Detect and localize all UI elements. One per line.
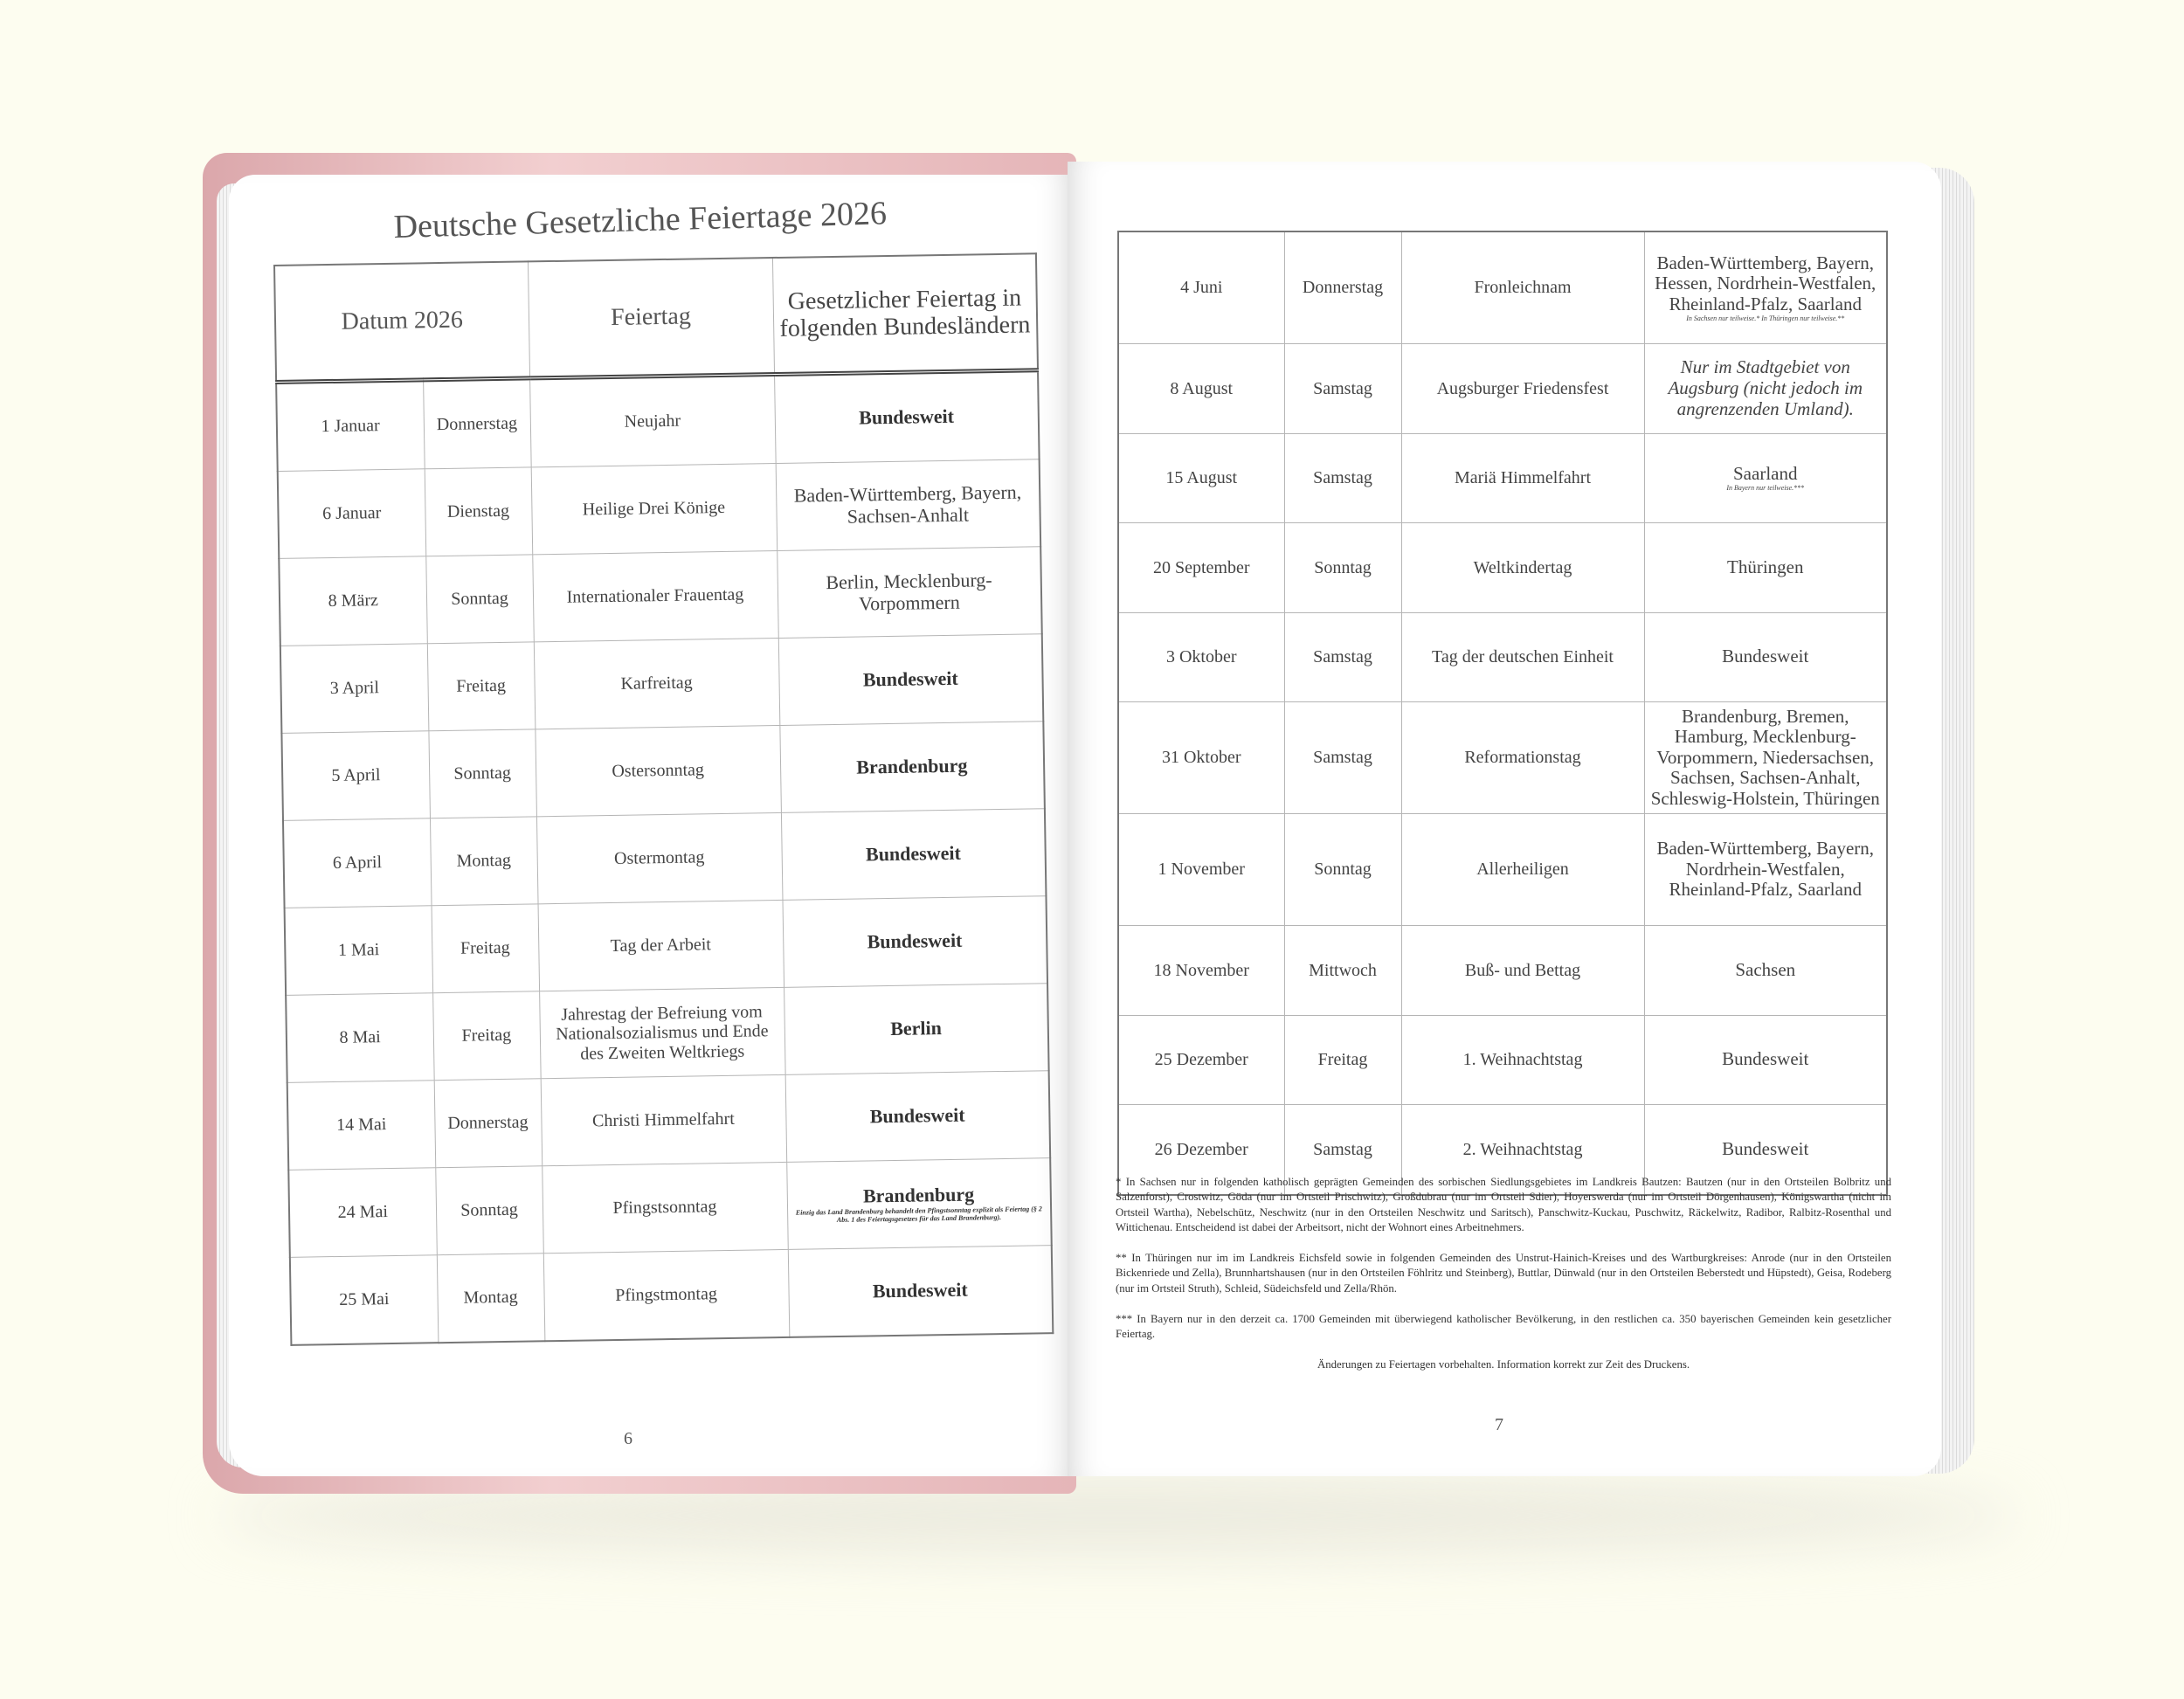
weekday-cell (425, 467, 533, 556)
footnote-2: ** In Thüringen nur im im Landkreis Eichsfeld sowie in folgenden Gemeinden des Unstrut-Hainich-Kreises und des Wartburgkreises: Anrode (nur in den Ortsteilen Bickenriede und Zella), Brunnhartshausen (nur in den Ortsteilen Föhlritz und Steinberg), Buttlar, Dünwald (nur in den Ortsteilen Beberstedt und Hüpstedt), Geisa, Rodeberg (nur im Ortsteil Struth), Schleid, Südeichsfeld und Zella/Rhön. (1116, 1252, 1891, 1295)
table-row (1118, 612, 1887, 702)
header-date: Datum 2026 (274, 261, 529, 382)
weekday-cell (1284, 926, 1401, 1016)
page-number-right: 7 (1495, 1415, 1503, 1434)
table-row (281, 722, 1044, 821)
weekday-cell-text: Freitag (456, 676, 507, 697)
date-cell-text: 8 August (1170, 378, 1234, 398)
states-cell-text: Brandenburg (862, 1183, 975, 1207)
date-cell-text: 4 Juni (1180, 278, 1223, 298)
date-cell-text: 1 November (1158, 860, 1245, 880)
holiday-cell-text: Weltkindertag (1473, 557, 1572, 577)
weekday-cell-text: Donnerstag (447, 1112, 529, 1134)
states-cell (774, 370, 1040, 464)
holiday-cell (536, 812, 783, 903)
states-cell-text: Bundesweit (867, 929, 963, 953)
date-cell (1118, 344, 1284, 434)
weekday-cell-text: Donnerstag (436, 413, 518, 435)
disclaimer: Änderungen zu Feiertagen vorbehalten. Information korrekt zur Zeit des Druckens. (1317, 1358, 1690, 1371)
date-cell (1118, 231, 1284, 344)
states-cell-text: Bundesweit (1722, 1048, 1809, 1070)
states-cell (781, 809, 1047, 901)
states-cell (1644, 814, 1887, 926)
weekday-cell-text: Samstag (1313, 748, 1372, 768)
table-row (1118, 702, 1887, 814)
table-row (1118, 1015, 1887, 1105)
date-cell-text: 20 September (1152, 557, 1250, 577)
footnote-3: *** In Bayern nur in den derzeit ca. 1700 Gemeinden mit überwiegend katholischer Bevölkerung, in den restlichen ca. 350 bayerischen Gemeinden kein gesetzlicher Feiertag. (1116, 1312, 1891, 1341)
date-cell-text: 3 Oktober (1165, 647, 1237, 667)
date-cell (288, 1168, 437, 1258)
date-cell-text: 8 Mai (339, 1027, 381, 1048)
weekday-cell (1284, 344, 1401, 434)
weekday-cell (1284, 1015, 1401, 1105)
date-cell (1118, 926, 1284, 1016)
weekday-cell (1284, 433, 1401, 523)
weekday-cell-text: Freitag (460, 938, 510, 959)
holiday-cell (1401, 612, 1644, 702)
holiday-cell (538, 900, 784, 991)
states-cell (779, 722, 1045, 813)
holiday-cell-text: Reformationstag (1464, 748, 1581, 768)
footnote-1: * In Sachsen nur in folgenden katholisch geprägten Gemeinden des sorbischen Siedlungsgebietes im Landkreis Bautzen: Bautzen (nur in den Ortsteilen Bolbritz und Salzenforst), Crostwitz, Göda (nur im Ortsteil Prischwitz), Großdubrau (nur im Ortsteil Sdier), Hoyerswerda (nur im Ortsteil Dörgenhausen), Königswartha (nicht im Ortsteil Wartha), Nebelschütz, Neschwitz (nur in den Ortsteilen Neschwitz und Saritsch), Panschwitz-Kuckau, Puschwitz, Räckelwitz, Radibor, Ralbitz-Rosenthal und Wittichenau. Entscheidend ist dabei der Arbeitsort, nicht der Wohnort eines Arbeitnehmers. (1116, 1176, 1891, 1233)
states-note: Einzig das Land Brandenburg behandelt den Pfingstsonntag explizit als Feiertag (§ 2 Abs. 1 des Feiertagsgesetzes für das Land Brandenburg). (795, 1204, 1042, 1224)
date-cell-text: 6 April (332, 853, 383, 874)
header-states: Gesetzlicher Feiertag in folgenden Bundesländern (772, 253, 1038, 374)
weekday-cell (435, 1166, 543, 1255)
holiday-cell-text: Tag der deutschen Einheit (1432, 647, 1614, 667)
weekday-cell (427, 642, 536, 731)
states-cell-text: Sachsen (1735, 958, 1796, 980)
table-row (1118, 926, 1887, 1016)
states-cell-text: Thüringen (1727, 556, 1804, 577)
date-cell (1118, 433, 1284, 523)
date-cell (286, 993, 434, 1083)
table-row (285, 896, 1047, 996)
states-cell-text: Bundesweit (872, 1278, 968, 1302)
date-cell-text: 31 Oktober (1161, 748, 1241, 768)
holiday-cell (1401, 1015, 1644, 1105)
states-cell (1644, 1015, 1887, 1105)
holiday-cell (542, 1162, 788, 1253)
weekday-cell (1284, 612, 1401, 702)
date-cell (281, 731, 430, 821)
date-cell (283, 818, 432, 908)
holiday-cell-text: Fronleichnam (1474, 278, 1572, 298)
states-cell-text: Bundesweit (869, 1103, 965, 1128)
holiday-cell-text: Tag der Arbeit (610, 935, 712, 957)
date-cell-text: 14 Mai (335, 1115, 387, 1136)
date-cell (276, 380, 425, 472)
holiday-cell-text: Christi Himmelfahrt (591, 1109, 735, 1131)
date-cell (290, 1255, 439, 1345)
weekday-cell-text: Freitag (461, 1026, 512, 1046)
date-cell-text: 26 Dezember (1154, 1139, 1248, 1159)
holiday-cell-text: 1. Weihnachtstag (1462, 1050, 1583, 1070)
holiday-cell (1401, 814, 1644, 926)
date-cell-text: 3 April (329, 678, 380, 699)
date-cell-text: 15 August (1165, 468, 1238, 488)
states-cell-text: Bundesweit (865, 841, 962, 866)
table-row (290, 1246, 1053, 1345)
holiday-cell (541, 1074, 787, 1165)
states-cell-text: Nur im Stadtgebiet von Augsburg (nicht jedoch im angrenzenden Umland). (1668, 356, 1863, 419)
states-cell-text: Baden-Württemberg, Bayern, Sachsen-Anhalt (793, 480, 1022, 528)
states-cell (1644, 523, 1887, 613)
weekday-cell-text: Samstag (1313, 378, 1372, 398)
holiday-cell (531, 464, 778, 555)
date-cell (1118, 814, 1284, 926)
states-cell-text: Berlin, Mecklenburg-Vorpommern (826, 568, 992, 615)
date-cell (280, 644, 429, 734)
weekday-cell (432, 904, 540, 993)
table-row (280, 634, 1043, 734)
weekday-cell (430, 817, 538, 906)
states-cell-text: Brandenburg (856, 754, 968, 778)
holiday-cell (543, 1249, 790, 1341)
table-row (286, 984, 1048, 1083)
date-cell (279, 556, 427, 646)
weekday-cell (1284, 523, 1401, 613)
holiday-cell-text: Pfingstsonntag (612, 1197, 717, 1219)
holiday-cell (1401, 231, 1644, 344)
table-row (1118, 231, 1887, 344)
weekday-cell (1284, 814, 1401, 926)
date-cell-text: 18 November (1153, 960, 1249, 980)
date-cell-text: 24 Mai (337, 1202, 389, 1223)
states-cell (785, 1071, 1051, 1163)
states-cell-text: Bundesweit (1722, 646, 1809, 667)
holiday-cell-text: Augsburger Friedensfest (1436, 378, 1609, 398)
states-cell-text: Bundesweit (862, 666, 958, 691)
states-cell (776, 459, 1041, 551)
weekday-cell (428, 729, 536, 818)
table-row (287, 1071, 1050, 1171)
holiday-cell-text: Ostermontag (613, 847, 705, 869)
page-title: Deutsche Gesetzliche Feiertage 2026 (393, 195, 888, 245)
holiday-cell-text: Karfreitag (620, 673, 693, 694)
holiday-cell-text: Allerheiligen (1476, 860, 1569, 880)
date-cell-text: 5 April (331, 765, 381, 786)
table-row (276, 370, 1039, 472)
date-cell (278, 469, 426, 559)
holiday-cell (529, 375, 776, 467)
weekday-cell-text: Montag (463, 1288, 518, 1309)
holiday-cell-text: Neujahr (624, 411, 681, 432)
table-row (288, 1158, 1051, 1258)
holiday-cell-text: Buß- und Bettag (1464, 960, 1581, 980)
weekday-cell (1284, 231, 1401, 344)
holiday-cell (1401, 702, 1644, 814)
states-cell-text: Bundesweit (858, 404, 955, 429)
table-row (278, 459, 1040, 559)
footnotes (1116, 1175, 1891, 1389)
states-cell-text: Berlin (890, 1017, 943, 1040)
holiday-cell-text: Pfingstmontag (615, 1284, 718, 1306)
holiday-cell-text: Heilige Drei Könige (582, 498, 726, 520)
date-cell (285, 906, 433, 996)
date-cell (287, 1081, 436, 1171)
states-cell (1644, 344, 1887, 434)
weekday-cell (423, 378, 531, 469)
date-cell-text: 25 Dezember (1154, 1050, 1248, 1070)
table-row (1118, 344, 1887, 434)
states-cell-text: Baden-Württemberg, Bayern, Nordrhein-Westfalen, Rheinland-Pfalz, Saarland (1656, 838, 1875, 901)
weekday-cell (437, 1254, 545, 1343)
weekday-cell-text: Sonntag (1314, 557, 1372, 577)
states-cell (788, 1246, 1054, 1337)
weekday-cell-text: Mittwoch (1309, 960, 1377, 980)
table-row (279, 547, 1041, 646)
states-cell (1644, 231, 1887, 344)
weekday-cell (432, 991, 541, 1081)
holiday-table-right (1117, 231, 1888, 1196)
table-row (1118, 433, 1887, 523)
holiday-cell-text: Mariä Himmelfahrt (1454, 468, 1592, 488)
table-row (1118, 814, 1887, 926)
weekday-cell (1284, 702, 1401, 814)
holiday-cell (534, 638, 780, 729)
holiday-cell-text: 2. Weihnachtstag (1462, 1139, 1583, 1159)
holiday-cell (1401, 433, 1644, 523)
states-note: In Bayern nur teilweise.*** (1726, 484, 1805, 493)
states-cell (786, 1158, 1052, 1250)
states-cell-text: Bundesweit (1722, 1137, 1809, 1159)
states-cell-text: Saarland (1733, 462, 1798, 484)
holiday-table-left (273, 252, 1054, 1346)
holiday-cell (1401, 926, 1644, 1016)
weekday-cell-text: Samstag (1313, 647, 1372, 667)
date-cell-text: 1 Mai (337, 940, 380, 961)
weekday-cell-text: Samstag (1313, 468, 1372, 488)
states-cell (782, 896, 1047, 988)
states-cell (778, 634, 1044, 726)
holiday-cell-text: Jahrestag der Befreiung vom Nationalsozialismus und Ende des Zweiten Weltkriegs (556, 1002, 769, 1064)
states-cell (1644, 612, 1887, 702)
weekday-cell-text: Sonntag (1314, 860, 1372, 880)
holiday-cell (1401, 344, 1644, 434)
date-cell-text: 6 Januar (321, 503, 382, 524)
weekday-cell-text: Donnerstag (1302, 278, 1384, 298)
weekday-cell-text: Sonntag (460, 1200, 518, 1221)
holiday-cell (535, 725, 781, 816)
header-holiday: Feiertag (528, 258, 774, 378)
table-row (1118, 523, 1887, 613)
table-row (283, 809, 1046, 908)
holiday-cell (539, 987, 785, 1078)
weekday-cell-text: Montag (456, 851, 512, 872)
states-cell-text: Baden-Württemberg, Bayern, Hessen, Nordrhein-Westfalen, Rheinland-Pfalz, Saarland (1655, 252, 1876, 314)
date-cell (1118, 1015, 1284, 1105)
holiday-cell-text: Internationaler Frauentag (566, 584, 744, 608)
date-cell (1118, 612, 1284, 702)
weekday-cell-text: Samstag (1313, 1139, 1372, 1159)
holiday-cell (1401, 523, 1644, 613)
weekday-cell-text: Freitag (1317, 1050, 1368, 1070)
holiday-cell-text: Ostersonntag (612, 760, 705, 782)
holiday-cell (532, 550, 778, 641)
date-cell-text: 1 Januar (321, 416, 380, 437)
date-cell-text: 25 Mai (339, 1289, 390, 1310)
states-cell (1644, 433, 1887, 523)
weekday-cell-text: Sonntag (453, 763, 512, 784)
date-cell (1118, 523, 1284, 613)
date-cell (1118, 702, 1284, 814)
weekday-cell-text: Dienstag (446, 501, 510, 522)
states-cell (777, 547, 1042, 639)
weekday-cell (434, 1079, 543, 1168)
date-cell-text: 8 März (328, 591, 379, 611)
weekday-cell (425, 555, 534, 644)
states-cell-text: Brandenburg, Bremen, Hamburg, Mecklenburg-Vorpommern, Niedersachsen, Sachsen, Sachsen-Anhalt, Schleswig-Holstein, Thüringen (1650, 705, 1880, 809)
states-note: In Sachsen nur teilweise.* In Thüringen nur teilweise.** (1686, 314, 1845, 323)
page-number-left: 6 (624, 1429, 632, 1448)
states-cell (1644, 926, 1887, 1016)
states-cell (1644, 702, 1887, 814)
table-header-row (274, 253, 1038, 382)
weekday-cell-text: Sonntag (451, 589, 508, 610)
states-cell (784, 984, 1049, 1075)
